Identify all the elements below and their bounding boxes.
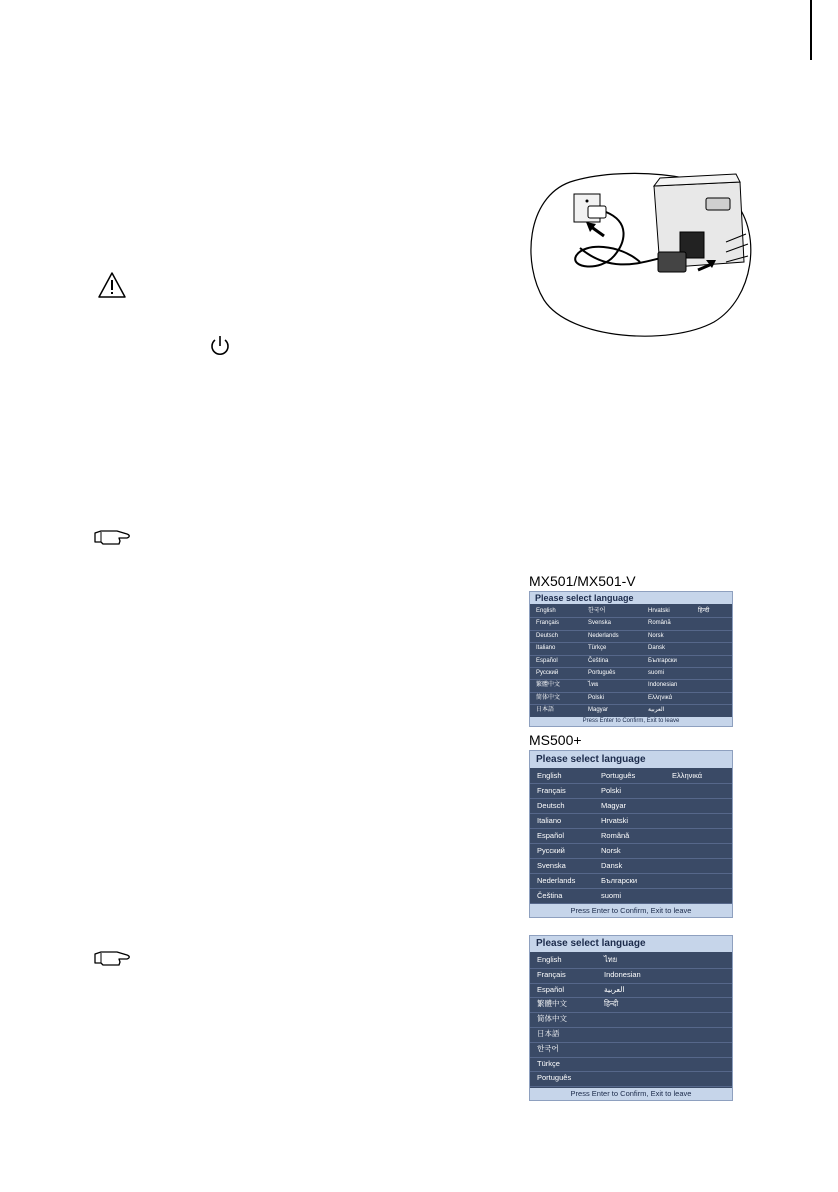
language-option[interactable]: Ελληνικά <box>672 771 703 780</box>
language-option[interactable]: Български <box>648 657 677 664</box>
language-option[interactable]: Español <box>537 831 565 840</box>
language-option[interactable]: Svenska <box>537 861 566 870</box>
language-option[interactable]: English <box>537 955 562 964</box>
language-option[interactable]: Polski <box>588 694 605 701</box>
language-option[interactable]: Čeština <box>588 657 609 664</box>
language-option[interactable]: suomi <box>601 891 622 900</box>
language-option[interactable]: Ελληνικά <box>648 694 673 701</box>
language-option[interactable]: 繁體中文 <box>537 999 567 1009</box>
language-menu-third <box>529 935 733 1101</box>
language-option[interactable]: Polski <box>601 786 622 795</box>
note-hand-icon <box>93 527 131 547</box>
language-row <box>530 617 732 630</box>
warning-icon <box>97 271 127 299</box>
language-option[interactable]: Türkçe <box>537 1058 560 1068</box>
language-option[interactable]: Nederlands <box>588 632 619 639</box>
language-row <box>530 768 732 784</box>
language-option[interactable]: Português <box>601 771 636 780</box>
language-option[interactable]: Indonesian <box>648 682 678 689</box>
language-option[interactable]: Norsk <box>648 632 664 639</box>
language-row <box>530 642 732 655</box>
language-option[interactable]: Italiano <box>537 816 562 825</box>
language-option[interactable]: Norsk <box>601 846 621 855</box>
language-row <box>530 692 732 705</box>
caption-mx501: MX501/MX501-V <box>529 573 636 589</box>
language-option[interactable]: English <box>536 608 556 614</box>
caption-ms500: MS500+ <box>529 732 582 748</box>
language-option[interactable]: Svenska <box>588 620 612 627</box>
language-row <box>530 655 732 668</box>
menu-footer: Press Enter to Confirm, Exit to leave <box>530 1088 732 1100</box>
language-option[interactable]: Deutsch <box>537 801 565 810</box>
language-option[interactable]: Deutsch <box>536 632 559 639</box>
language-grid <box>530 953 732 1089</box>
language-option[interactable]: 한국어 <box>537 1043 559 1053</box>
language-option[interactable]: Português <box>537 1073 572 1083</box>
language-option[interactable]: Nederlands <box>537 876 576 885</box>
language-option[interactable]: Español <box>537 984 565 994</box>
language-option[interactable]: Français <box>536 620 560 627</box>
language-option[interactable]: ไทย <box>588 682 599 689</box>
language-option[interactable]: العربية <box>648 707 665 714</box>
language-row <box>530 679 732 692</box>
language-option[interactable]: Español <box>536 657 558 664</box>
language-menu-mx501 <box>529 591 733 727</box>
language-row <box>530 873 732 889</box>
language-option[interactable]: 日本語 <box>537 1029 560 1038</box>
language-option[interactable]: Dansk <box>648 645 666 652</box>
language-option[interactable]: Français <box>537 969 566 979</box>
language-row <box>530 828 732 844</box>
language-option[interactable]: Português <box>588 670 616 676</box>
language-option[interactable]: 日本語 <box>536 707 555 714</box>
language-row <box>530 1027 732 1043</box>
language-option[interactable]: Română <box>648 620 671 627</box>
language-option[interactable]: हिन्दी <box>604 999 619 1009</box>
language-option[interactable]: Indonesian <box>604 969 641 979</box>
language-option[interactable]: Русский <box>537 846 565 855</box>
language-option[interactable]: Русский <box>536 670 559 676</box>
language-row <box>530 704 732 717</box>
language-grid <box>530 768 732 904</box>
language-row <box>530 983 732 999</box>
menu-title: Please select language <box>530 751 732 768</box>
language-row <box>530 783 732 799</box>
language-option[interactable]: Hrvatski <box>648 608 670 614</box>
language-option[interactable]: ไทย <box>604 955 618 964</box>
language-option[interactable]: Dansk <box>601 861 623 870</box>
language-row <box>530 888 732 904</box>
language-row <box>530 798 732 814</box>
language-menu-ms500 <box>529 750 733 918</box>
language-row <box>530 843 732 859</box>
language-row <box>530 953 732 969</box>
language-option[interactable]: 简体中文 <box>536 694 561 701</box>
language-row <box>530 605 732 618</box>
language-option[interactable]: Italiano <box>536 645 556 652</box>
note-hand-icon <box>93 948 131 968</box>
language-row <box>530 1071 732 1087</box>
language-option[interactable]: Български <box>601 876 638 885</box>
language-option[interactable]: हिन्दी <box>698 608 710 614</box>
language-option[interactable]: 繁體中文 <box>536 682 561 689</box>
language-option[interactable]: 한국어 <box>588 608 606 614</box>
language-row <box>530 1057 732 1073</box>
language-row <box>530 1012 732 1028</box>
power-cord-illustration <box>530 172 756 338</box>
menu-footer: Press Enter to Confirm, Exit to leave <box>530 904 732 917</box>
menu-footer: Press Enter to Confirm, Exit to leave <box>530 717 732 726</box>
language-row <box>530 667 732 680</box>
language-option[interactable]: 简体中文 <box>537 1014 567 1024</box>
language-row <box>530 1042 732 1058</box>
language-option[interactable]: Türkçe <box>588 645 607 652</box>
language-option[interactable]: suomi <box>648 670 665 676</box>
menu-title: Please select language <box>530 592 732 604</box>
power-icon <box>209 334 231 358</box>
language-option[interactable]: العربية <box>604 984 625 994</box>
page-edge-marker <box>810 0 812 60</box>
language-option[interactable]: English <box>537 771 562 780</box>
language-row <box>530 968 732 984</box>
language-option[interactable]: Čeština <box>537 891 563 900</box>
language-grid <box>530 605 732 717</box>
language-row <box>530 858 732 874</box>
language-row <box>530 997 732 1013</box>
language-option[interactable]: Română <box>601 831 630 840</box>
menu-title: Please select language <box>530 936 732 952</box>
language-row <box>530 813 732 829</box>
language-option[interactable]: Magyar <box>601 801 627 810</box>
language-option[interactable]: Magyar <box>588 707 609 714</box>
language-row <box>530 630 732 643</box>
language-option[interactable]: Français <box>537 786 566 795</box>
language-option[interactable]: Hrvatski <box>601 816 629 825</box>
